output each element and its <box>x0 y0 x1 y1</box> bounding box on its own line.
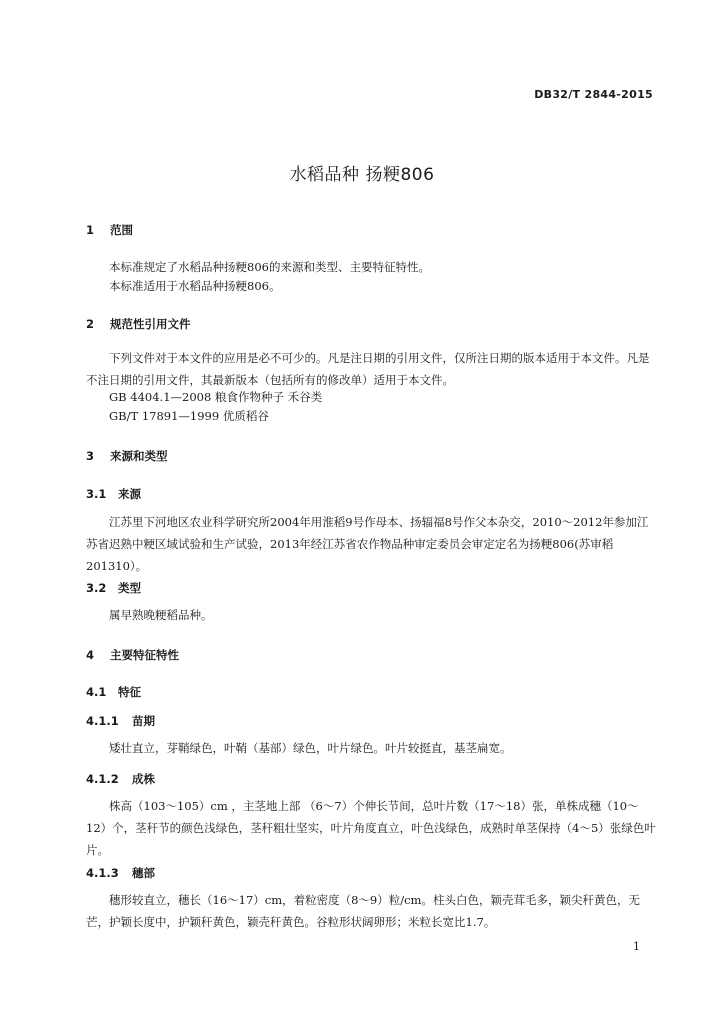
section-title: 成株 <box>132 772 155 786</box>
paragraph: 江苏里下河地区农业科学研究所2004年用淮稻9号作母本、扬辐福8号作父本杂交，2010～2012年参加江苏省迟熟中粳区域试验和生产试验，2013年经江苏省农作物品种审定委员会审定定名为扬粳806(苏审稻201310）。 <box>86 515 649 573</box>
subsection-heading-3-1 <box>86 486 141 502</box>
section-number: 4 <box>86 648 95 662</box>
section-title: 来源 <box>118 487 141 501</box>
paragraph: 矮壮直立，芽鞘绿色，叶鞘（基部）绿色，叶片绿色。叶片较挺直，基茎扁宽。 <box>109 741 512 755</box>
normative-reference: GB 4404.1—2008 粮食作物种子 禾谷类 <box>109 390 323 404</box>
subsection-heading-4-1-2 <box>86 771 155 787</box>
section-heading-4 <box>86 647 179 663</box>
section-heading-2 <box>86 316 191 332</box>
section-number: 4.1.1 <box>86 714 119 728</box>
paragraph: 下列文件对于本文件的应用是必不可少的。凡是注日期的引用文件，仅所注日期的版本适用于本文件。凡是不注日期的引用文件，其最新版本（包括所有的修改单）适用于本文件。 <box>86 351 650 387</box>
paragraph: 本标准适用于水稻品种扬粳806。 <box>109 279 281 293</box>
subsection-heading-4-1-3 <box>86 865 155 881</box>
section-number: 1 <box>86 223 95 237</box>
section-heading-1 <box>86 222 133 238</box>
subsection-heading-4-1 <box>86 684 141 700</box>
paragraph: 穗形较直立，穗长（16～17）cm，着粒密度（8～9）粒/cm。柱头白色，颖壳茸毛多，颖尖秆黄色，无芒，护颖长度中，护颖秆黄色，颖壳秆黄色。谷粒形状阔卵形；米粒长宽比1.7。 <box>86 893 640 929</box>
section-title: 特征 <box>118 685 141 699</box>
section-title: 来源和类型 <box>110 449 168 463</box>
paragraph: 株高（103～105）cm ，主茎地上部 （6～7）个伸长节间，总叶片数（17～18）张，单株成穗（10～12）个，茎秆节的颜色浅绿色，茎秆粗壮坚实，叶片角度直立，叶色浅绿色，成熟时单茎保持（4～5）张绿色叶片。 <box>86 799 656 857</box>
section-number: 3.2 <box>86 581 107 595</box>
section-number: 4.1.3 <box>86 866 119 880</box>
section-title: 苗期 <box>132 714 155 728</box>
section-title: 穗部 <box>132 866 155 880</box>
page-title: 水稻品种 扬粳806 <box>289 165 435 185</box>
document-code: DB32/T 2844-2015 <box>534 88 653 101</box>
subsection-heading-4-1-1 <box>86 713 155 729</box>
section-title: 规范性引用文件 <box>110 317 191 331</box>
section-heading-3 <box>86 448 168 464</box>
section-number: 4.1 <box>86 685 107 699</box>
paragraph: 属早熟晚粳稻品种。 <box>109 608 213 622</box>
normative-reference: GB/T 17891—1999 优质稻谷 <box>109 409 269 423</box>
page-number: 1 <box>633 940 640 953</box>
section-number: 2 <box>86 317 95 331</box>
paragraph: 本标准规定了水稻品种扬粳806的来源和类型、主要特征特性。 <box>109 260 430 274</box>
section-number: 3 <box>86 449 95 463</box>
section-title: 范围 <box>110 223 133 237</box>
section-number: 4.1.2 <box>86 772 119 786</box>
subsection-heading-3-2 <box>86 580 141 596</box>
section-number: 3.1 <box>86 487 107 501</box>
section-title: 类型 <box>118 581 141 595</box>
section-title: 主要特征特性 <box>110 648 179 662</box>
